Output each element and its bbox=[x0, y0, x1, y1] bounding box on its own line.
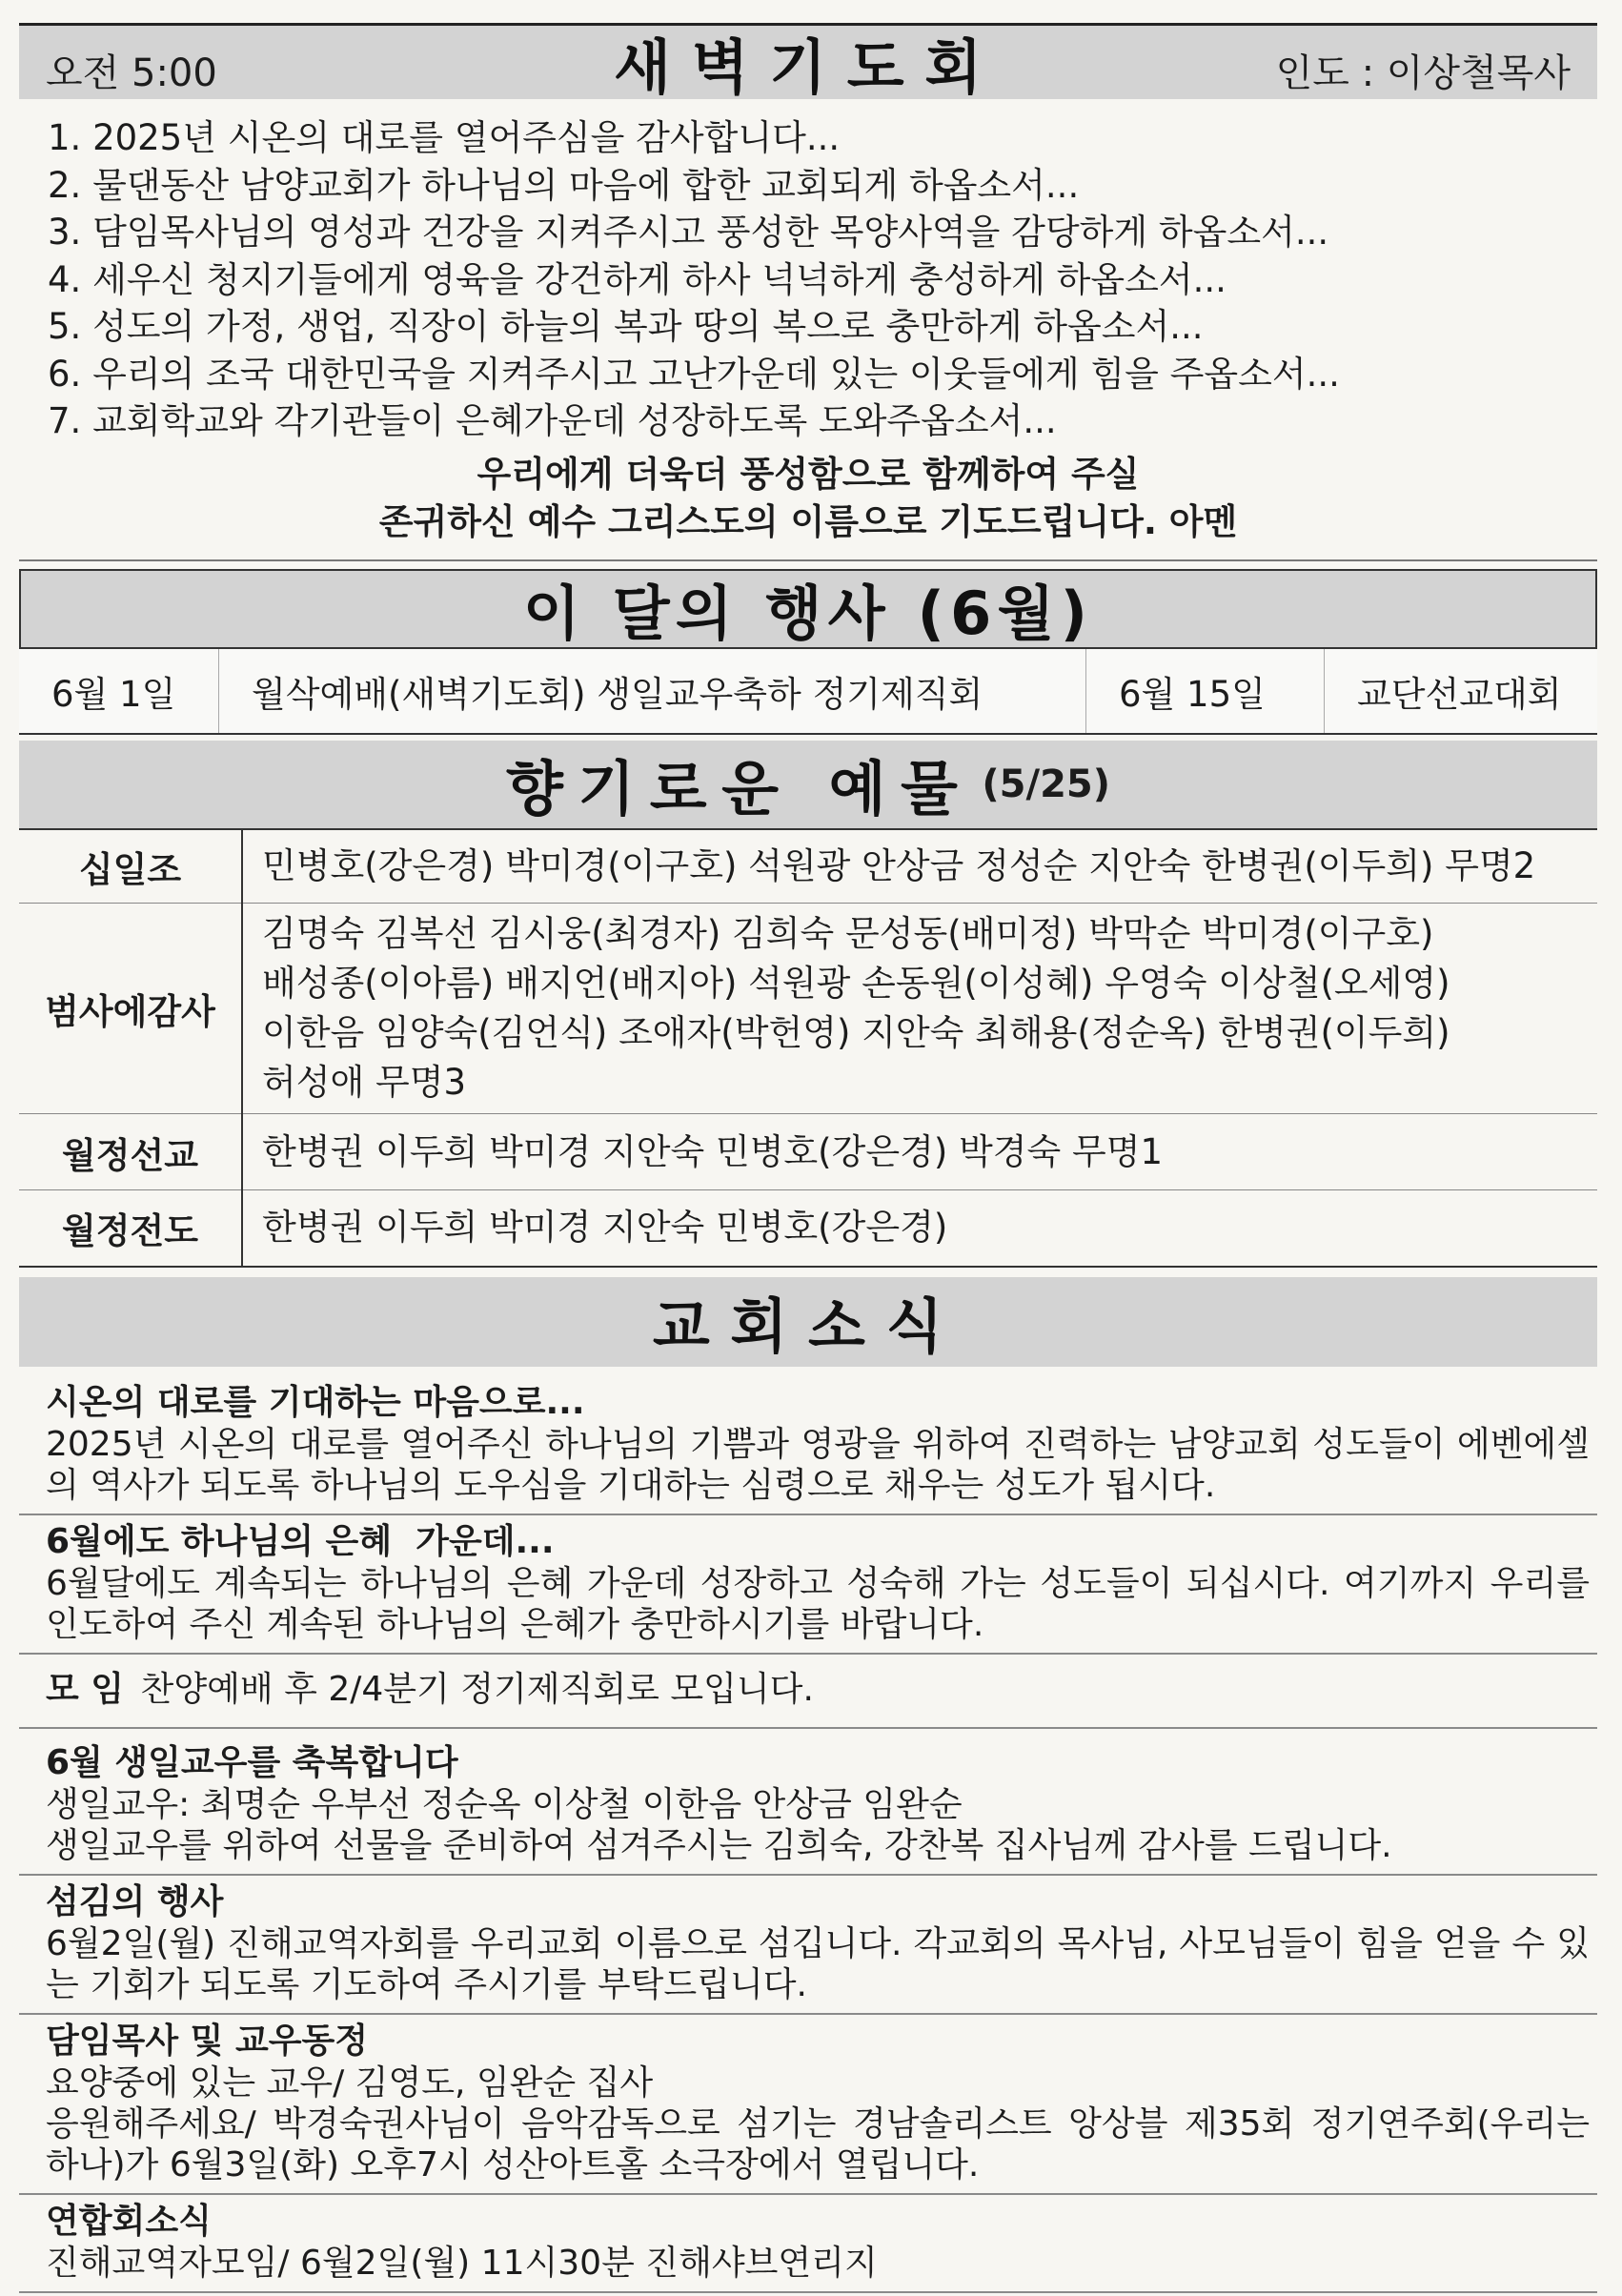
news-body: 6월2일(월) 진해교역자회를 우리교회 이름으로 섬깁니다. 각교회의 목사님, 사모님들이 힘을 얻을 수 있는 기회가 되도록 기도하여 주시기를 부탁드립니다. bbox=[46, 1923, 1590, 2004]
offerings-title: 향기로운 예물 bbox=[505, 754, 973, 823]
event-2-date: 6월 15일 bbox=[1086, 649, 1325, 733]
offering-names bbox=[242, 1114, 1597, 1190]
news-item bbox=[19, 1729, 1597, 1876]
table-row bbox=[19, 1114, 1597, 1190]
news-heading: 섬김의 행사 bbox=[46, 1881, 224, 1921]
news-body: 생일교우를 위하여 선물을 준비하여 섬겨주시는 김희숙, 강찬복 집사님께 감사를 드립니다. bbox=[46, 1825, 1392, 1865]
news-heading: 연합회소식 bbox=[46, 2201, 212, 2241]
news-heading: 담임목사 및 교우동정 bbox=[46, 2021, 369, 2061]
news-body: 생일교우: 최명순 우부선 정순옥 이상철 이한음 안상금 임완순 bbox=[46, 1784, 963, 1824]
event-1-desc: 월삭예배(새벽기도회) 생일교우축하 정기제직회 bbox=[219, 649, 1086, 733]
monthly-events-row bbox=[19, 647, 1597, 735]
church-news-header bbox=[19, 1277, 1597, 1367]
bulletin-page bbox=[19, 23, 1597, 2293]
event-2-desc: 교단선교대회 bbox=[1357, 673, 1562, 715]
names-line: 허성애 무명3 bbox=[262, 1062, 467, 1103]
news-body: 찬양예배 후 2/4분기 정기제직회로 모입니다. bbox=[140, 1669, 814, 1709]
names-line: 한병권 이두희 박미경 지안숙 민병호(강은경) bbox=[262, 1207, 948, 1249]
news-item bbox=[19, 1876, 1597, 2015]
closing-line-2: 존귀하신 예수 그리스도의 이름으로 기도드립니다. 아멘 bbox=[378, 500, 1238, 542]
news-heading: 시온의 대로를 기대하는 마음으로... bbox=[46, 1382, 585, 1422]
news-heading: 6월 생일교우를 축복합니다 bbox=[46, 1742, 458, 1782]
monthly-events-title: 이 달의 행사 (6월) bbox=[522, 579, 1094, 648]
news-heading: 6월에도 하나님의 은혜 가운데... bbox=[46, 1521, 555, 1561]
news-item bbox=[19, 2195, 1597, 2293]
offering-names bbox=[242, 904, 1597, 1114]
event-1-date: 6월 1일 bbox=[19, 649, 219, 733]
news-item bbox=[19, 1655, 1597, 1729]
closing-line-1: 우리에게 더욱더 풍성함으로 함께하여 주실 bbox=[476, 453, 1140, 495]
names-line: 민병호(강은경) 박미경(이구호) 석원광 안상금 정성순 지안숙 한병권(이두희) 무명2 bbox=[262, 844, 1536, 886]
church-news-title: 교회소식 bbox=[652, 1291, 964, 1361]
prayer-item: 6. 우리의 조국 대한민국을 지켜주시고 고난가운데 있는 이웃들에게 힘을 주옵소서... bbox=[48, 353, 1340, 395]
monthly-events-header bbox=[19, 569, 1597, 647]
news-heading: 모 임 bbox=[46, 1669, 125, 1709]
table-row bbox=[19, 829, 1597, 904]
church-news-list bbox=[19, 1376, 1597, 2293]
offerings-table bbox=[19, 828, 1597, 1268]
dawn-prayer-title: 새벽기도회 bbox=[614, 32, 1003, 102]
dawn-prayer-header bbox=[19, 23, 1597, 102]
table-row bbox=[19, 904, 1597, 1114]
names-line: 김명숙 김복선 김시웅(최경자) 김희숙 문성동(배미정) 박막순 박미경(이구호) bbox=[262, 913, 1434, 954]
offering-category: 범사에감사 bbox=[19, 904, 242, 1114]
offering-names bbox=[242, 829, 1597, 904]
news-body: 응원해주세요/ 박경숙권사님이 음악감독으로 섬기는 경남솔리스트 앙상블 제35회 정기연주회(우리는 하나)가 6월3일(화) 오후7시 성산아트홀 소극장에서 열립니다. bbox=[46, 2103, 1590, 2184]
news-item bbox=[19, 2015, 1597, 2195]
offering-category: 월정전도 bbox=[19, 1190, 242, 1267]
news-body: 진해교역자모임/ 6월2일(월) 11시30분 진해샤브연리지 bbox=[46, 2243, 878, 2283]
news-item bbox=[19, 1376, 1597, 1515]
news-body: 6월달에도 계속되는 하나님의 은혜 가운데 성장하고 성숙해 가는 성도들이 되십시다. 여기까지 우리를 인도하여 주신 계속된 하나님의 은혜가 충만하시기를 바랍니다. bbox=[46, 1563, 1590, 1644]
prayer-item: 5. 성도의 가정, 생업, 직장이 하늘의 복과 땅의 복으로 충만하게 하옵소서... bbox=[48, 306, 1204, 347]
table-row bbox=[19, 1190, 1597, 1267]
divider bbox=[19, 559, 1597, 561]
names-line: 이한음 임양숙(김언식) 조애자(박헌영) 지안숙 최해용(정순옥) 한병권(이두희) bbox=[262, 1012, 1450, 1053]
prayer-item: 3. 담임목사님의 영성과 건강을 지켜주시고 풍성한 목양사역을 감당하게 하옵소서... bbox=[48, 212, 1329, 253]
offering-names bbox=[242, 1190, 1597, 1267]
names-line: 한병권 이두희 박미경 지안숙 민병호(강은경) 박경숙 무명1 bbox=[262, 1130, 1164, 1172]
news-body: 요양중에 있는 교우/ 김영도, 임완순 집사 bbox=[46, 2062, 654, 2103]
names-line: 배성종(이아름) 배지언(배지아) 석원광 손동원(이성혜) 우영숙 이상철(오세영) bbox=[262, 963, 1450, 1004]
prayer-closing bbox=[19, 451, 1597, 546]
prayer-list bbox=[19, 99, 1597, 445]
prayer-item: 1. 2025년 시온의 대로를 열어주심을 감사합니다... bbox=[48, 117, 841, 158]
prayer-item: 2. 물댄동산 남양교회가 하나님의 마음에 합한 교회되게 하옵소서... bbox=[48, 164, 1080, 206]
news-inline bbox=[46, 1668, 1590, 1712]
news-item bbox=[19, 1515, 1597, 1655]
offering-category: 십일조 bbox=[19, 829, 242, 904]
prayer-time: 오전 5:00 bbox=[46, 51, 217, 95]
offerings-header bbox=[19, 741, 1597, 828]
offerings-date: (5/25) bbox=[982, 762, 1111, 806]
prayer-leader: 인도 : 이상철목사 bbox=[1275, 51, 1571, 95]
prayer-item: 7. 교회학교와 각기관들이 은혜가운데 성장하도록 도와주옵소서... bbox=[48, 400, 1057, 441]
news-body: 2025년 시온의 대로를 열어주신 하나님의 기쁨과 영광을 위하여 진력하는 남양교회 성도들이 에벤에셀의 역사가 되도록 하나님의 도우심을 기대하는 심령으로 채우는 성도가 됩시다. bbox=[46, 1424, 1590, 1505]
offering-category: 월정선교 bbox=[19, 1114, 242, 1190]
prayer-item: 4. 세우신 청지기들에게 영육을 강건하게 하사 넉넉하게 충성하게 하옵소서... bbox=[48, 258, 1227, 300]
